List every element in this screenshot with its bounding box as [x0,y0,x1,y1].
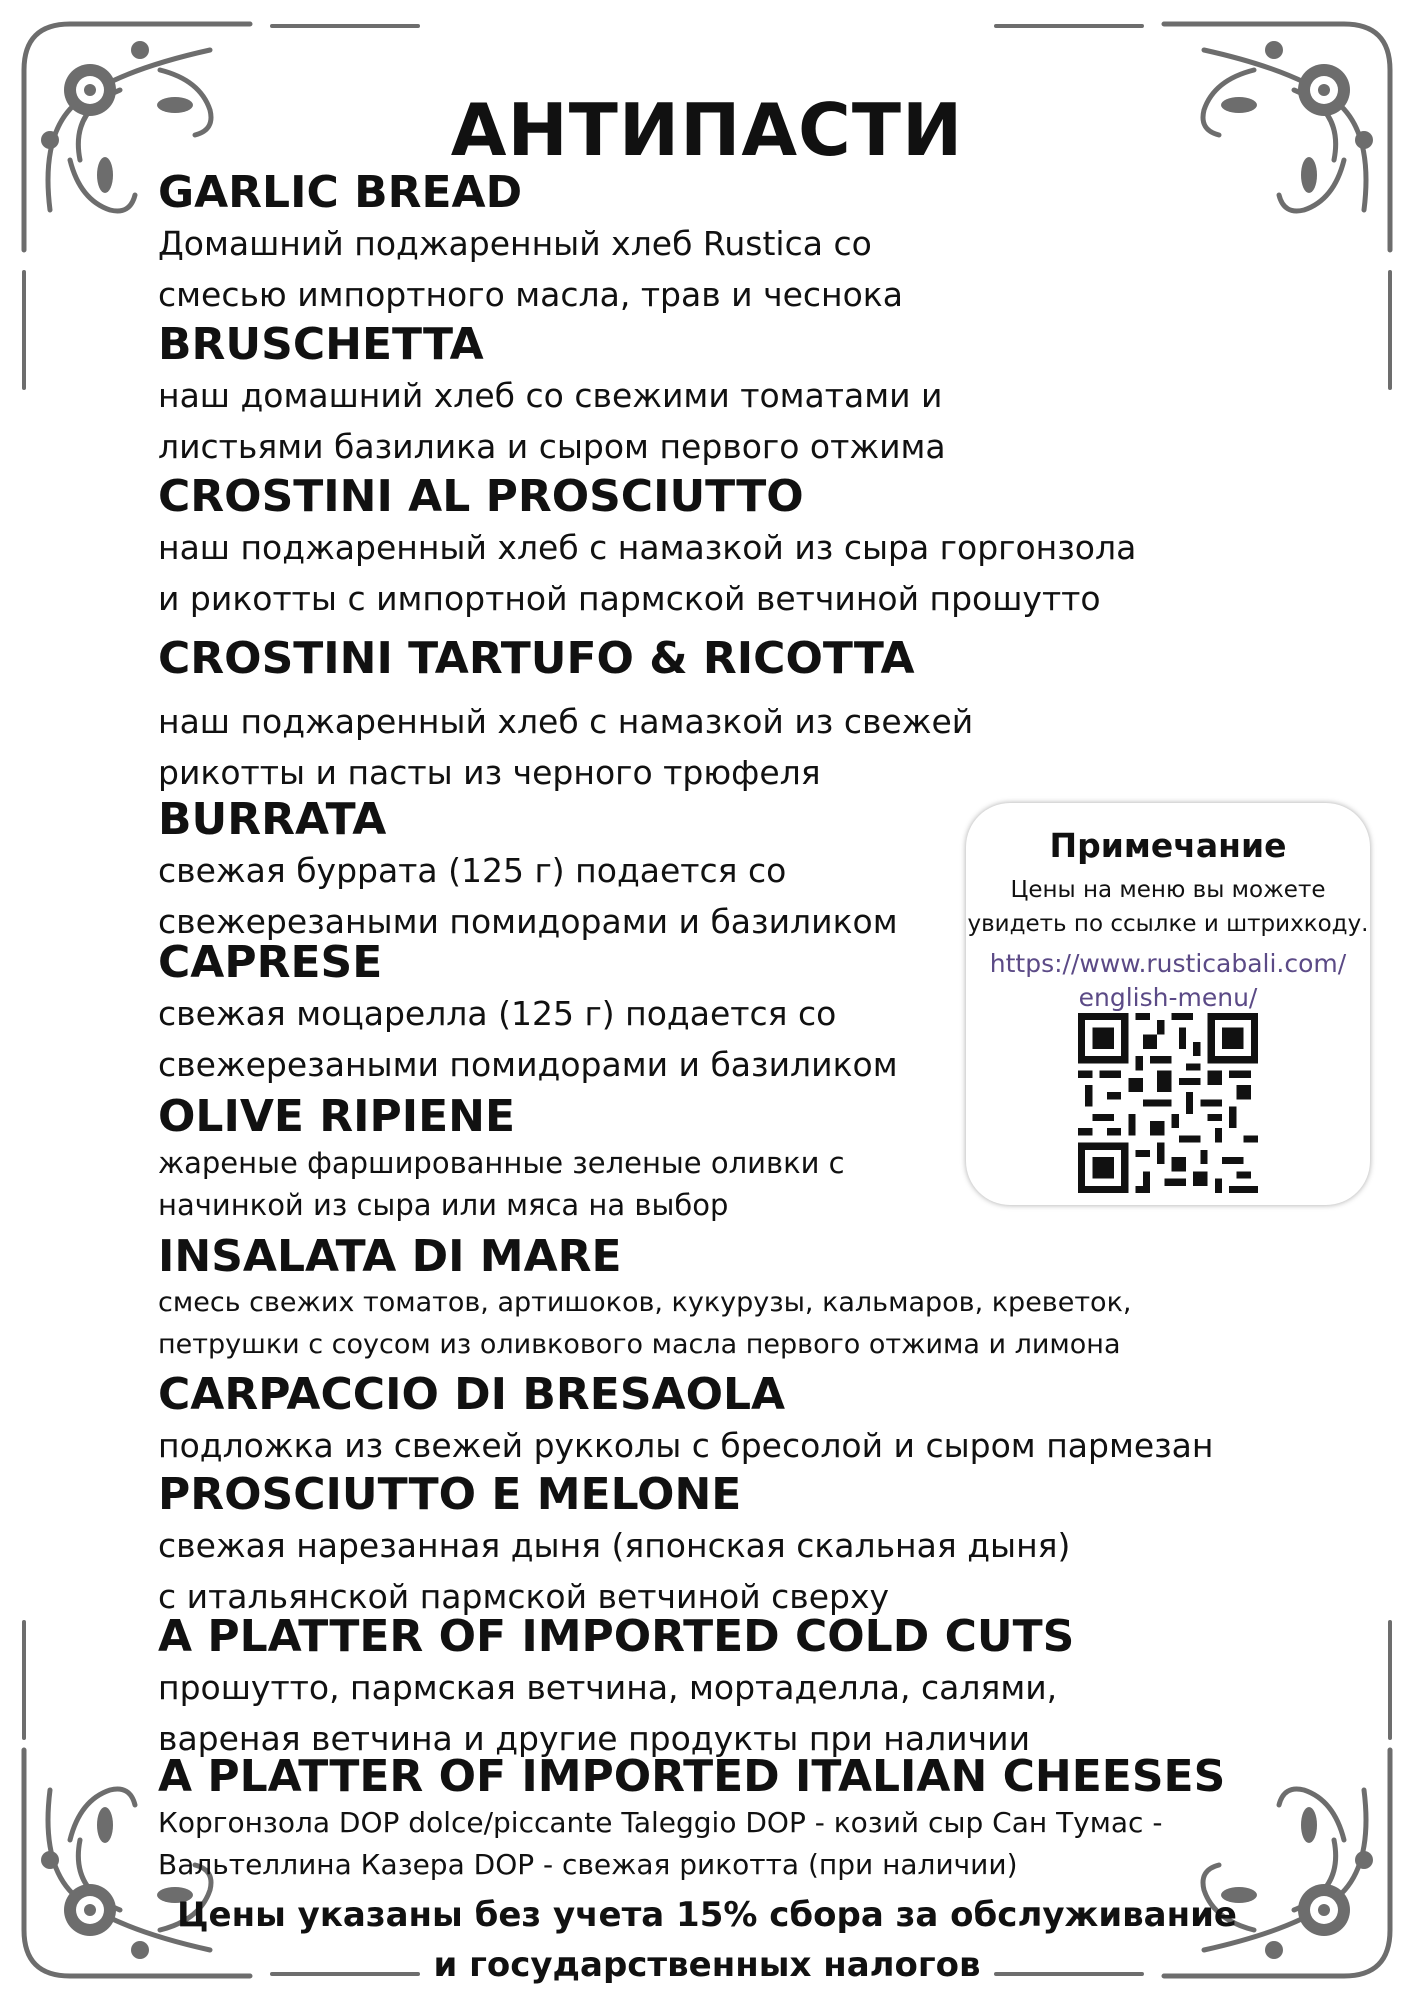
dish-name: BURRATA [158,794,387,845]
menu-item-caprese [158,938,938,1090]
dish-name: CROSTINI TARTUFO & RICOTTA [158,633,915,684]
price-note-card [966,803,1370,1205]
menu-item-insalata-di-mare [158,1232,1308,1366]
border-line [22,1620,26,1740]
menu-item-garlic-bread [158,168,1308,320]
dish-description: жареные фаршированные зеленые оливки с начинкой из сыра или мяса на выбор [158,1146,845,1222]
dish-name: A PLATTER OF IMPORTED ITALIAN CHEESES [158,1751,1226,1802]
menu-item-burrata [158,795,938,947]
menu-item-bruschetta [158,320,1308,472]
menu-item-cheese-platter [158,1752,1308,1886]
disclaimer-line: и государственных налогов [433,1945,981,1985]
disclaimer-line: Цены указаны без учета 15% сбора за обслуживание [176,1895,1237,1935]
dish-description: Коргонзола DOP dolce/piccante Taleggio DOP - козий сыр Сан Тумас - Вальтеллина Казера DOP - свежая рикотта (при наличии) [158,1806,1163,1881]
dish-name: BRUSCHETTA [158,319,484,370]
border-line [270,24,420,28]
menu-item-crostini-al-prosciutto [158,472,1308,624]
menu-item-crostini-tartufo-ricotta [158,634,1308,798]
dish-name: OLIVE RIPIENE [158,1091,516,1142]
price-disclaimer [0,1890,1414,1990]
dish-name: CARPACCIO DI BRESAOLA [158,1369,786,1420]
menu-item-olive-ripiene [158,1092,938,1226]
dish-name: CAPRESE [158,937,383,988]
dish-description: свежая моцарелла (125 г) подается со свежерезаными помидорами и базиликом [158,994,898,1084]
dish-name: PROSCIUTTO E MELONE [158,1469,742,1520]
qr-code-icon[interactable] [1078,1013,1258,1193]
dish-description: свежая нарезанная дыня (японская скальная дыня) с итальянской пармской ветчиной сверху [158,1526,1071,1616]
menu-item-carpaccio-di-bresaola [158,1370,1308,1471]
border-line [1388,270,1392,390]
dish-description: наш поджаренный хлеб с намазкой из сыра горгонзола и рикотты с импортной пармской ветчиной прошутто [158,528,1137,618]
dish-description: наш поджаренный хлеб с намазкой из свежей рикотты и пасты из черного трюфеля [158,702,974,792]
menu-item-cold-cuts-platter [158,1612,1308,1764]
dish-name: CROSTINI AL PROSCIUTTO [158,471,804,522]
dish-description: свежая буррата (125 г) подается со свежерезаными помидорами и базиликом [158,851,898,941]
dish-description: Домашний поджаренный хлеб Rustica со смесью импортного масла, трав и чеснока [158,224,903,314]
border-line [22,270,26,390]
menu-item-prosciutto-e-melone [158,1470,1308,1622]
dish-name: INSALATA DI MARE [158,1231,622,1282]
note-title: Примечание [1049,826,1287,865]
page-title: АНТИПАСТИ [450,88,964,172]
border-line [994,24,1144,28]
note-text: Цены на меню вы можете увидеть по ссылке и штрихкоду. [967,877,1369,937]
dish-description: смесь свежих томатов, артишоков, кукурузы, кальмаров, креветок, петрушки с соусом из оливкового масла первого отжима и лимона [158,1287,1132,1360]
border-line [1388,1620,1392,1740]
dish-name: GARLIC BREAD [158,167,523,218]
dish-description: подложка из свежей рукколы с бресолой и сыром пармезан [158,1426,1214,1465]
dish-name: A PLATTER OF IMPORTED COLD CUTS [158,1611,1075,1662]
dish-description: наш домашний хлеб со свежими томатами и листьями базилика и сыром первого отжима [158,376,946,466]
menu-link[interactable]: https://www.rusticabali.com/ english-menu/ [989,949,1347,1012]
dish-description: прошутто, пармская ветчина, мортаделла, салями, вареная ветчина и другие продукты при наличии [158,1668,1058,1758]
